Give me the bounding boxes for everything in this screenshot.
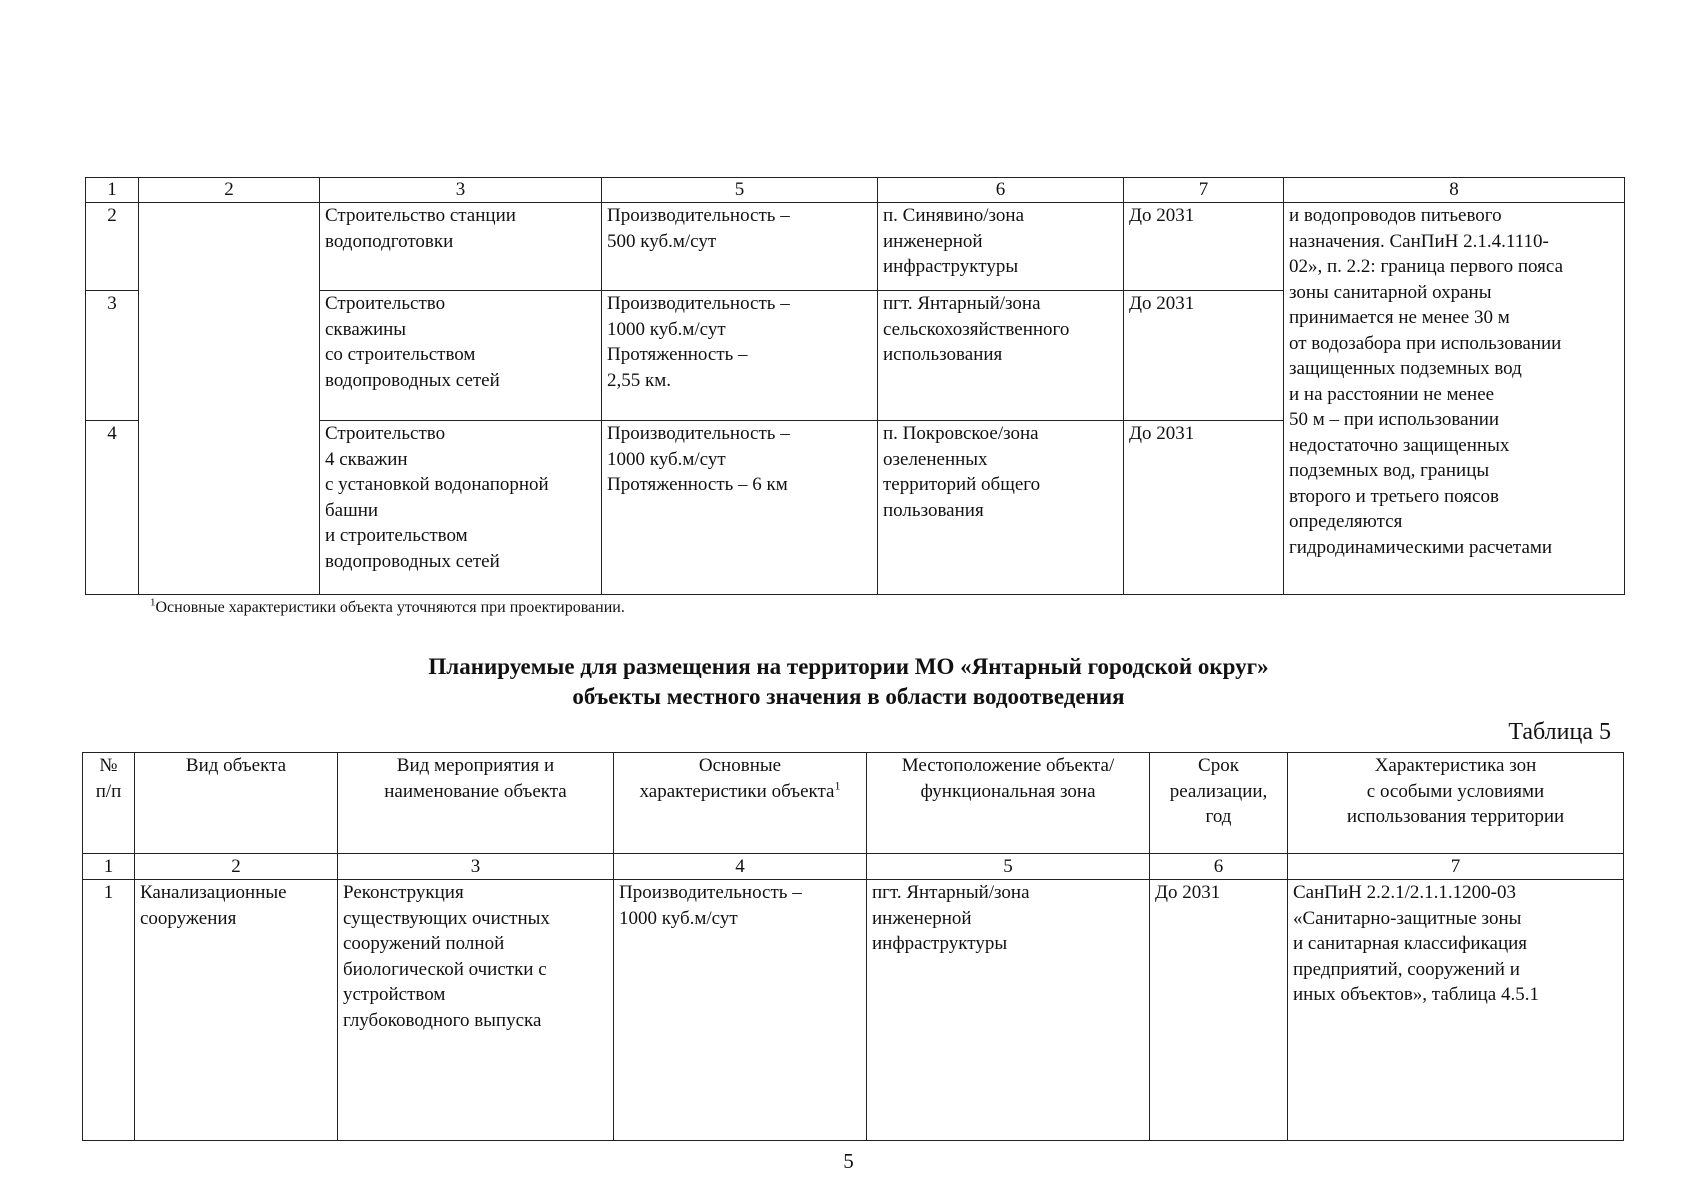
text-line: год	[1205, 806, 1232, 827]
text-line: «Санитарно-защитные зоны	[1293, 907, 1522, 929]
text-line: 50 м – при использовании	[1289, 409, 1500, 430]
col-number-cell: 8	[1284, 178, 1625, 203]
page-number: 5	[843, 1149, 854, 1173]
text-line: 1000 куб.м/сут	[619, 907, 738, 929]
measure-cell	[320, 291, 602, 421]
location-cell	[867, 880, 1150, 1141]
col-number-cell: 2	[139, 178, 320, 203]
col-number-cell: 6	[878, 178, 1124, 203]
text-line: сельскохозяйственного	[883, 318, 1070, 340]
text-line: Протяженность –	[607, 344, 748, 365]
text-line: Производительность –	[619, 882, 802, 903]
text-line: иных объектов», таблица 4.5.1	[1293, 984, 1539, 1005]
text-line: определяются	[1289, 511, 1403, 532]
text-line: использования территории	[1346, 806, 1565, 827]
text-line: устройством	[343, 984, 446, 1005]
text-line: со строительством	[325, 344, 476, 365]
text-line: зоны санитарной охраны	[1289, 281, 1492, 303]
text-line: инфраструктуры	[883, 256, 1019, 277]
heading-line: Планируемые для размещения на территории МО «Янтарный городской округ»	[428, 654, 1269, 679]
col-number-cell: 4	[614, 854, 867, 880]
text-line: пгт. Янтарный/зона	[872, 882, 1030, 903]
object-type-cell	[135, 880, 338, 1141]
col-number-cell: 7	[1288, 854, 1624, 880]
table-label: Таблица 5	[1508, 719, 1611, 745]
text-line: с установкой водонапорной	[325, 474, 549, 495]
text-line: и санитарная классификация	[1293, 933, 1528, 954]
col-number-cell: 7	[1124, 178, 1284, 203]
table-header-row	[83, 753, 1624, 854]
heading-line: объекты местного значения в области водоотведения	[572, 684, 1125, 709]
water-supply-table-continuation	[85, 177, 1625, 595]
text-line: Основные	[698, 755, 782, 776]
text-line: 1000 куб.м/сут	[607, 448, 726, 470]
text-line: пользования	[883, 499, 984, 521]
term-cell: До 2031	[1124, 203, 1284, 291]
text-line: 1000 куб.м/сут	[607, 318, 726, 340]
text-line: водопроводных сетей	[325, 369, 500, 391]
text-line: озелененных	[883, 448, 988, 470]
table-row	[83, 880, 1624, 1141]
col-number-cell: 3	[338, 854, 614, 880]
term-cell: До 2031	[1150, 880, 1288, 1141]
col-number-cell: 6	[1150, 854, 1288, 880]
column-header	[135, 753, 338, 854]
table-header-row	[86, 178, 1625, 203]
text-line: инфраструктуры	[872, 933, 1008, 954]
text-line: Реконструкция	[343, 882, 464, 903]
text-line: Строительство станции	[325, 205, 516, 226]
text-line: сооружений полной	[343, 933, 505, 954]
text-line: СанПиН 2.2.1/2.1.1.1200-03	[1293, 882, 1516, 903]
location-cell	[878, 291, 1124, 421]
text-line: Характеристика зон	[1374, 755, 1537, 776]
text-line: 2,55 км.	[607, 369, 672, 391]
text-line: 500 куб.м/сут	[607, 230, 717, 252]
text-line: биологической очистки с	[343, 958, 547, 980]
text-line: сооружения	[140, 907, 237, 929]
text-line: реализации,	[1169, 780, 1268, 802]
text-line	[619, 779, 861, 805]
col-number-cell: 3	[320, 178, 602, 203]
table-row	[86, 203, 1625, 291]
text-line: функциональная зона	[920, 780, 1096, 802]
footnote	[150, 598, 625, 618]
text-line: 4 скважин	[325, 448, 408, 470]
characteristics-cell	[602, 421, 878, 595]
text-line: Производительность –	[607, 205, 790, 226]
term-cell: До 2031	[1124, 291, 1284, 421]
text-line: защищенных подземных вод	[1289, 358, 1522, 379]
col-number-cell: 5	[602, 178, 878, 203]
text-line: №	[99, 755, 118, 776]
text-line: использования	[883, 344, 1003, 365]
text-line: водопроводных сетей	[325, 550, 500, 572]
text-line: недостаточно защищенных	[1289, 434, 1510, 456]
text-line: п/п	[95, 780, 122, 802]
text-line: глубоководного выпуска	[343, 1009, 542, 1031]
text-line: башни	[325, 499, 379, 521]
text-line: пгт. Янтарный/зона	[883, 293, 1041, 314]
text-line: 02», п. 2.2: граница первого пояса	[1289, 256, 1564, 277]
text-line: территорий общего	[883, 474, 1041, 495]
zone-characteristics-cell	[1288, 880, 1624, 1141]
text-line: инженерной	[872, 907, 972, 929]
col-number-cell: 1	[86, 178, 139, 203]
footnote-mark: 1	[834, 778, 841, 793]
location-cell	[878, 421, 1124, 595]
location-cell	[878, 203, 1124, 291]
text-line: принимается не менее 30 м	[1289, 307, 1510, 328]
text-line: второго и третьего поясов	[1289, 485, 1499, 507]
column-header	[1288, 753, 1624, 854]
text-line: Производительность –	[607, 293, 790, 314]
text-line: существующих очистных	[343, 907, 550, 929]
characteristics-cell	[602, 291, 878, 421]
text-line: Строительство	[325, 423, 446, 444]
text-line: Производительность –	[607, 423, 790, 444]
row-number: 2	[86, 203, 139, 291]
text-line-part: характеристики объекта	[639, 780, 835, 802]
object-type-cell	[139, 203, 320, 595]
row-number: 1	[83, 880, 135, 1141]
footnote-text: Основные характеристики объекта уточняются при проектировании.	[155, 599, 625, 616]
text-line: и на расстоянии не менее	[1289, 383, 1495, 405]
column-header	[338, 753, 614, 854]
text-line: с особыми условиями	[1366, 780, 1545, 802]
col-number-cell: 5	[867, 854, 1150, 880]
text-line: и строительством	[325, 525, 468, 546]
row-number: 3	[86, 291, 139, 421]
measure-cell	[320, 421, 602, 595]
text-line: п. Покровское/зона	[883, 423, 1039, 444]
column-header	[83, 753, 135, 854]
term-cell: До 2031	[1124, 421, 1284, 595]
text-line: назначения. СанПиН 2.1.4.1110-	[1289, 230, 1549, 252]
row-number: 4	[86, 421, 139, 595]
column-number-row	[83, 854, 1624, 880]
text-line: предприятий, сооружений и	[1293, 958, 1520, 980]
measure-cell	[320, 203, 602, 291]
text-line: гидродинамическими расчетами	[1289, 536, 1553, 558]
text-line: Вид объекта	[185, 755, 287, 776]
column-header	[1150, 753, 1288, 854]
text-line: Местоположение объекта/	[901, 755, 1115, 776]
text-line: п. Синявино/зона	[883, 205, 1024, 226]
col-number-cell: 2	[135, 854, 338, 880]
text-line: водоподготовки	[325, 230, 454, 252]
text-line: подземных вод, границы	[1289, 460, 1490, 481]
footnote-mark: 1	[150, 596, 156, 609]
text-line: Вид мероприятия и	[396, 755, 555, 776]
measure-cell	[338, 880, 614, 1141]
column-header	[614, 753, 867, 854]
text-line: инженерной	[883, 230, 983, 252]
characteristics-cell	[614, 880, 867, 1141]
text-line: наименование объекта	[384, 780, 567, 802]
text-line: и водопроводов питьевого	[1289, 205, 1502, 226]
section-heading	[0, 652, 1697, 712]
wastewater-objects-table	[82, 752, 1624, 1141]
text-line: Строительство	[325, 293, 446, 314]
text-line: Канализационные	[140, 882, 287, 903]
text-line: скважины	[325, 318, 407, 340]
column-header	[867, 753, 1150, 854]
text-line: Срок	[1198, 755, 1239, 776]
text-line: Протяженность – 6 км	[607, 474, 788, 495]
col-number-cell: 1	[83, 854, 135, 880]
text-line: от водозабора при использовании	[1289, 332, 1562, 354]
zone-characteristics-cell	[1284, 203, 1625, 595]
characteristics-cell	[602, 203, 878, 291]
